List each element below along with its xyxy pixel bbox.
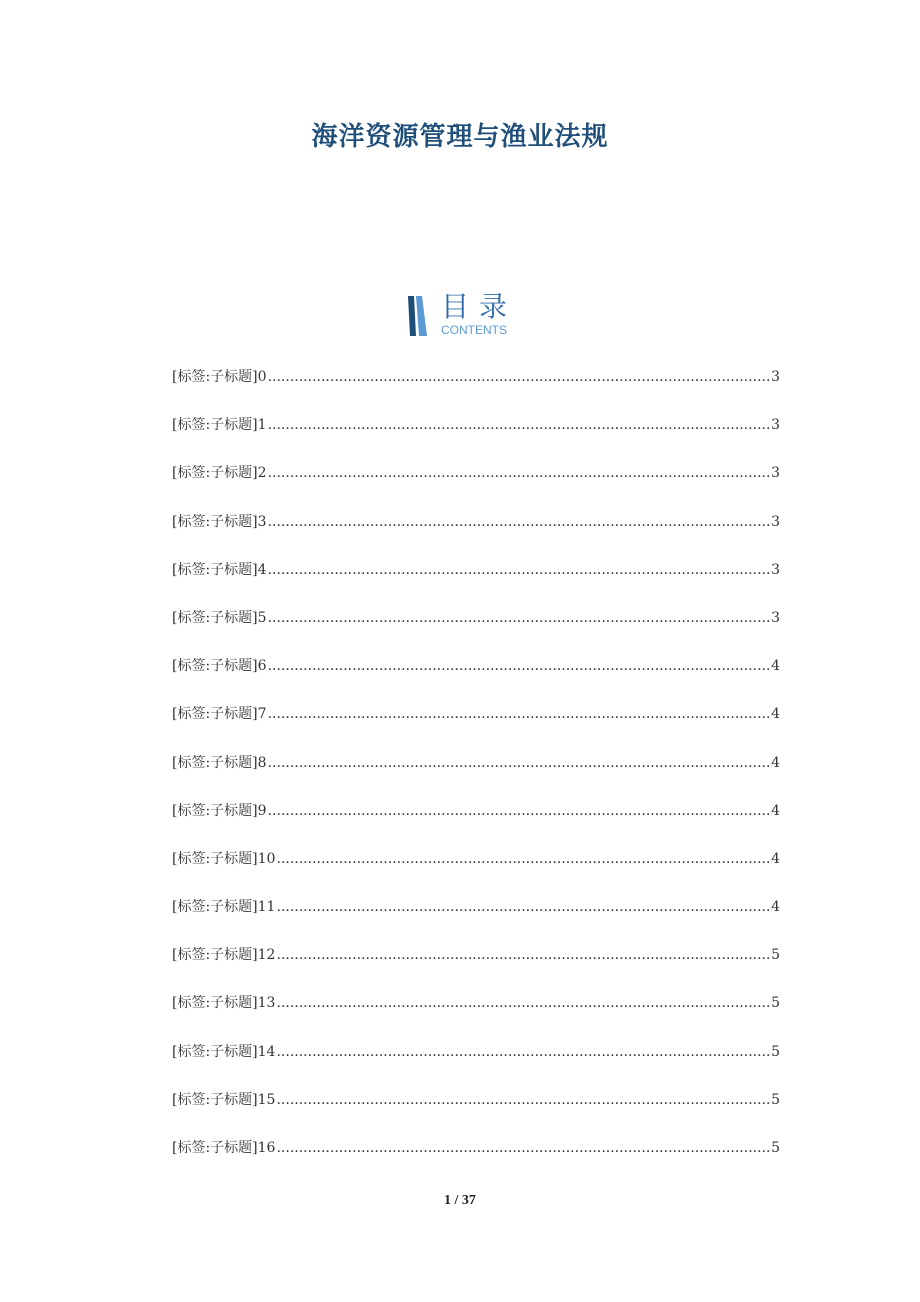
toc-entry[interactable] — [172, 655, 780, 703]
toc-decoration-icon — [405, 296, 431, 338]
toc-entry-page: 5 — [771, 1140, 780, 1156]
toc-entry-leader — [276, 1044, 770, 1060]
toc-entry-leader — [268, 658, 771, 674]
toc-entry[interactable] — [172, 1089, 780, 1137]
toc-entry-page: 4 — [771, 802, 780, 819]
document-title: 海洋资源管理与渔业法规 — [311, 122, 609, 152]
toc-entry-label: [标签:子标题]16 — [172, 1140, 276, 1156]
toc-entry-leader — [268, 369, 771, 385]
toc-entry-leader — [268, 755, 771, 771]
toc-entry-label: [标签:子标题]5 — [172, 609, 267, 626]
toc-entry[interactable] — [172, 607, 780, 655]
toc-entry[interactable] — [172, 414, 780, 462]
toc-entry-page: 3 — [771, 417, 780, 434]
toc-entry-label: [标签:子标题]14 — [172, 1043, 276, 1060]
toc-entry-page: 3 — [771, 513, 780, 530]
toc-entry-label: [标签:子标题]12 — [172, 947, 276, 964]
toc-entry-leader — [268, 610, 771, 626]
toc-entry-page: 4 — [771, 658, 780, 675]
page-indicator: 1 / 37 — [444, 1193, 476, 1208]
toc-entry[interactable] — [172, 703, 780, 751]
toc-heading — [405, 290, 535, 340]
toc-entry-page: 3 — [771, 609, 780, 626]
toc-entry-label: [标签:子标题]4 — [172, 561, 267, 578]
toc-entry-page: 4 — [771, 850, 780, 867]
toc-entry[interactable] — [172, 366, 780, 414]
toc-entry-label: [标签:子标题]8 — [172, 754, 267, 771]
toc-entry-label: [标签:子标题]13 — [172, 995, 276, 1012]
toc-list — [172, 366, 780, 1185]
toc-entry-leader — [268, 514, 771, 530]
toc-entry-page: 4 — [771, 754, 780, 771]
toc-entry-leader — [268, 417, 771, 433]
toc-entry[interactable] — [172, 1041, 780, 1089]
toc-entry[interactable] — [172, 992, 780, 1040]
toc-entry[interactable] — [172, 800, 780, 848]
toc-entry-page: 4 — [771, 706, 780, 723]
toc-subtitle: CONTENTS — [441, 323, 507, 337]
toc-entry[interactable] — [172, 462, 780, 510]
toc-entry-leader — [276, 947, 770, 963]
toc-entry-label: [标签:子标题]15 — [172, 1091, 276, 1108]
toc-entry-label: [标签:子标题]6 — [172, 658, 267, 675]
toc-entry-page: 5 — [771, 1043, 780, 1060]
toc-entry-leader — [268, 562, 771, 578]
toc-entry-leader — [276, 899, 770, 915]
toc-entry[interactable] — [172, 848, 780, 896]
toc-entry-page: 5 — [771, 995, 780, 1012]
toc-entry-leader — [268, 465, 771, 481]
toc-entry[interactable] — [172, 559, 780, 607]
toc-entry-label: [标签:子标题]1 — [172, 417, 267, 434]
toc-entry-label: [标签:子标题]0 — [172, 369, 267, 385]
toc-entry-page: 5 — [771, 1091, 780, 1108]
toc-entry-page: 3 — [771, 369, 780, 385]
toc-entry-label: [标签:子标题]10 — [172, 850, 276, 867]
toc-entry-label: [标签:子标题]11 — [172, 899, 276, 916]
toc-entry-leader — [276, 1140, 770, 1156]
toc-entry[interactable] — [172, 1137, 780, 1185]
toc-entry-page: 3 — [771, 561, 780, 578]
toc-entry[interactable] — [172, 944, 780, 992]
toc-entry-page: 5 — [771, 947, 780, 964]
toc-entry-label: [标签:子标题]3 — [172, 513, 267, 530]
toc-entry-page: 4 — [771, 899, 780, 916]
toc-entry[interactable] — [172, 752, 780, 800]
toc-entry[interactable] — [172, 896, 780, 944]
toc-entry-label: [标签:子标题]9 — [172, 802, 267, 819]
toc-entry-label: [标签:子标题]7 — [172, 706, 267, 723]
toc-entry-leader — [268, 706, 771, 722]
toc-title: 目录 — [441, 290, 518, 323]
toc-entry-leader — [276, 1092, 770, 1108]
toc-entry-leader — [268, 803, 771, 819]
toc-entry-label: [标签:子标题]2 — [172, 465, 267, 482]
toc-entry[interactable] — [172, 511, 780, 559]
toc-entry-page: 3 — [771, 465, 780, 482]
toc-entry-leader — [276, 995, 770, 1011]
toc-entry-leader — [276, 851, 770, 867]
